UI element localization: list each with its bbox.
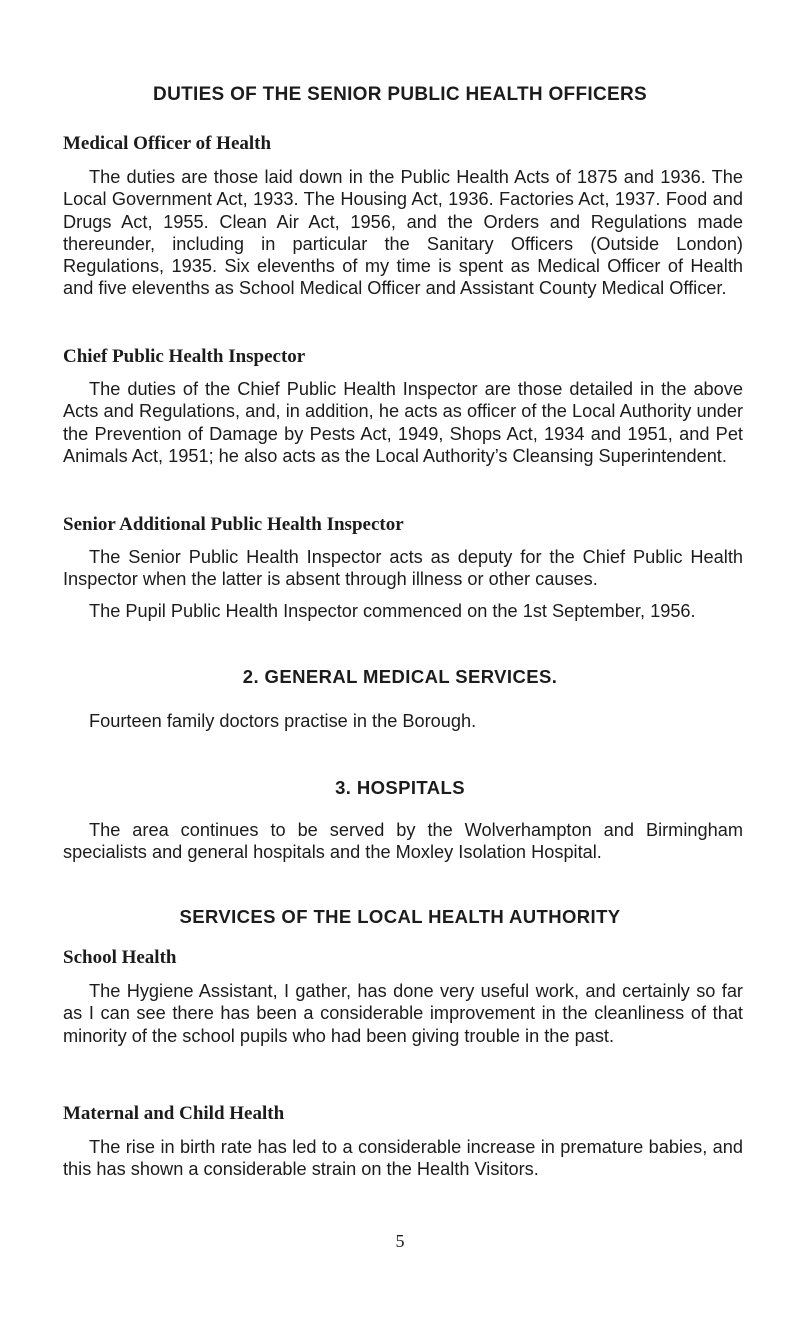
paragraph-pupil-inspector: The Pupil Public Health Inspector commenced on the 1st September, 1956. [89, 601, 696, 621]
paragraph-general-medical-services: Fourteen family doctors practise in the Borough. [89, 711, 477, 731]
page-number: 5 [395, 1231, 405, 1251]
heading-chief-inspector: Chief Public Health Inspector [63, 346, 306, 367]
paragraph-hospitals: The area continues to be served by the Wolverhampton and Birmingham specialists and general hospitals and the Moxley Isolation Hospital. [63, 820, 743, 863]
paragraph-medical-officer: The duties are those laid down in the Public Health Acts of 1875 and 1936. The Local Government Act, 1933. The Housing Act, 1936. Factories Act, 1937. Food and Drugs Act, 1955. Clean Air Act, 1956, and the Orders and Regulations made thereunder, including in particular the Sanitary Officers (Outside London) Regulations, 1935. Six elevenths of my time is spent as Medical Officer of Health and five elevenths as School Medical Officer and Assistant County Medical Officer. [63, 167, 743, 299]
heading-senior-additional-inspector: Senior Additional Public Health Inspector [63, 514, 404, 535]
paragraph-maternal-child-health: The rise in birth rate has led to a considerable increase in premature babies, and this has shown a considerable strain on the Health Visitors. [63, 1137, 743, 1180]
heading-maternal-child-health: Maternal and Child Health [63, 1103, 285, 1124]
heading-local-health-authority: SERVICES OF THE LOCAL HEALTH AUTHORITY [179, 906, 621, 927]
heading-general-medical-services: 2. GENERAL MEDICAL SERVICES. [242, 666, 558, 687]
page-title: DUTIES OF THE SENIOR PUBLIC HEALTH OFFICERS [153, 84, 647, 105]
heading-medical-officer: Medical Officer of Health [63, 133, 272, 154]
paragraph-chief-inspector: The duties of the Chief Public Health Inspector are those detailed in the above Acts and Regulations, and, in addition, he acts as officer of the Local Authority under the Prevention of Damage by Pests Act, 1949, Shops Act, 1934 and 1951, and Pet Animals Act, 1951; he also acts as the Local Authority’s Cleansing Superintendent. [63, 379, 743, 466]
paragraph-school-health: The Hygiene Assistant, I gather, has done very useful work, and certainly so far as I can see there has been a considerable improvement in the cleanliness of that minority of the school pupils who had been giving trouble in the past. [63, 981, 743, 1046]
paragraph-senior-inspector-deputy: The Senior Public Health Inspector acts as deputy for the Chief Public Health Inspector when the latter is absent through illness or other causes. [63, 547, 743, 590]
heading-hospitals: 3. HOSPITALS [335, 777, 465, 798]
heading-school-health: School Health [63, 947, 177, 968]
